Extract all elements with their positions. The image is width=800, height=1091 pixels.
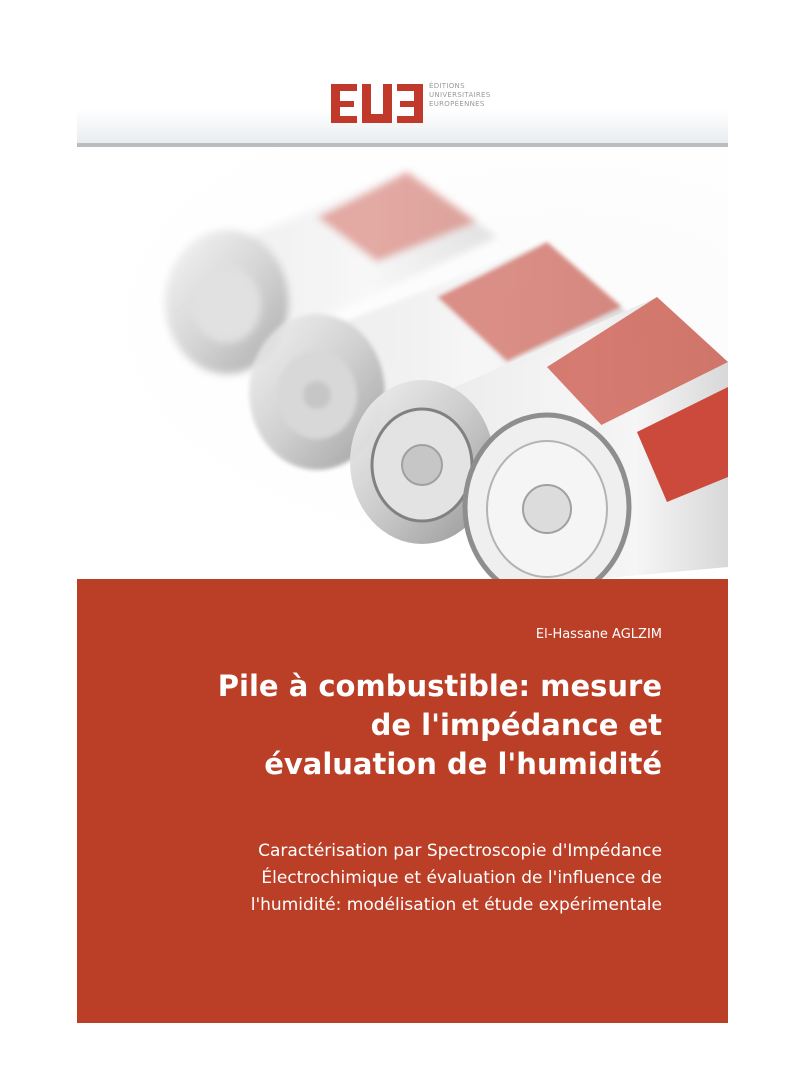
- batteries-illustration: [77, 147, 728, 579]
- book-subtitle: Caractérisation par Spectroscopie d'Impédance Électrochimique et évaluation de l'influence de l'humidité: modélisation et étude expérimentale: [250, 841, 662, 915]
- title-panel: [77, 579, 728, 1023]
- book-cover: [77, 68, 728, 1023]
- publisher-logo: [329, 80, 509, 126]
- book-title: Pile à combustible: mesure de l'impédance et évaluation de l'humidité: [217, 669, 662, 781]
- eue-logo-mark: [329, 80, 425, 126]
- batteries-photo: [77, 147, 728, 579]
- publisher-header: [77, 68, 728, 143]
- author-name: El-Hassane AGLZIM: [535, 627, 662, 642]
- publisher-name: ÉDITIONS UNIVERSITAIRES EUROPÉENNES: [429, 82, 491, 108]
